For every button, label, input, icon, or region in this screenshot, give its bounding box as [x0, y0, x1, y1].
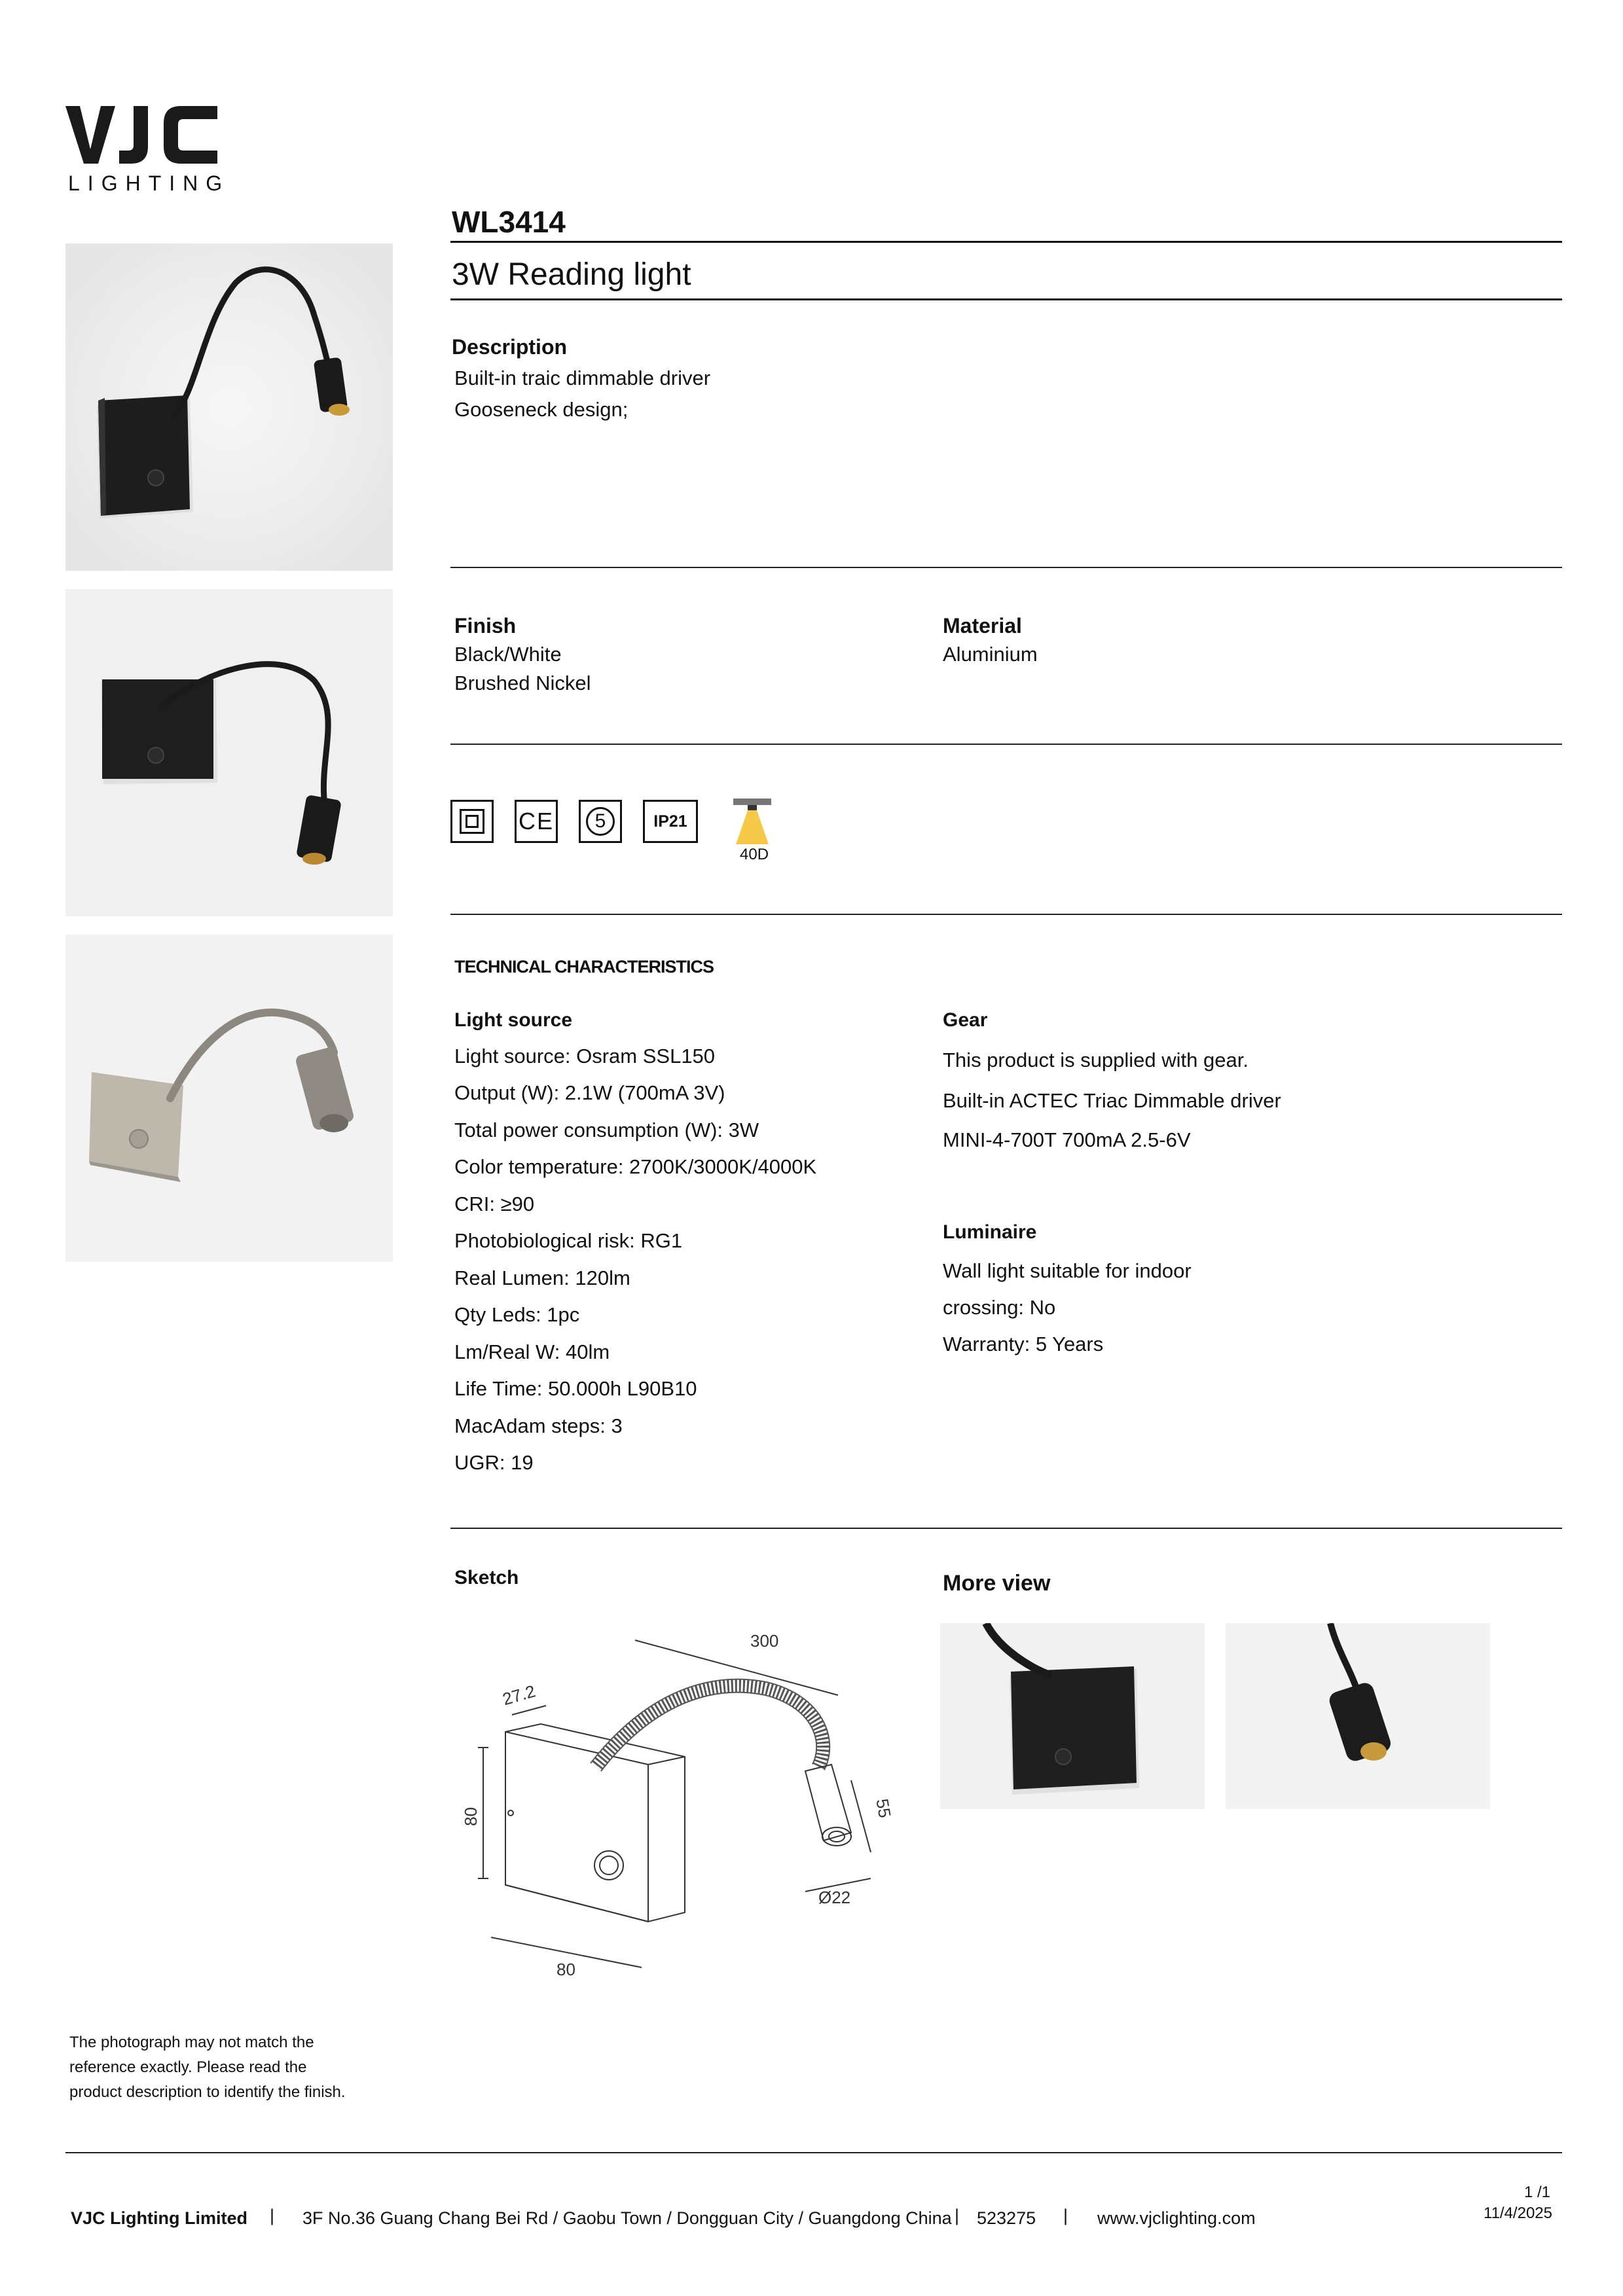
footer-address: 3F No.36 Guang Chang Bei Rd / Gaobu Town / Dongguan City / Guangdong China — [302, 2208, 952, 2228]
finish-line: Brushed Nickel — [454, 672, 591, 694]
spec-line: Output (W): 2.1W (700mA 3V) — [454, 1081, 725, 1104]
more-view-heading: More view — [943, 1571, 1051, 1596]
disclaimer-line: product description to identify the finish. — [69, 2083, 346, 2101]
dim-diameter: Ø22 — [818, 1888, 851, 1907]
disclaimer-line: reference exactly. Please read the — [69, 2058, 307, 2076]
product-code: WL3414 — [452, 205, 566, 239]
class-ii-icon — [450, 800, 494, 843]
description-heading: Description — [452, 335, 568, 359]
light-source-heading: Light source — [454, 1009, 573, 1031]
description-line: Built-in traic dimmable driver — [454, 367, 711, 389]
material-heading: Material — [943, 614, 1022, 637]
divider — [450, 744, 1562, 745]
footer-separator: | — [955, 2206, 960, 2225]
spec-line: MacAdam steps: 3 — [454, 1414, 623, 1437]
luminaire-heading: Luminaire — [943, 1221, 1037, 1243]
finish-heading: Finish — [454, 614, 517, 637]
beam-angle-label: 40D — [740, 846, 769, 863]
beam-angle-icon — [731, 797, 774, 847]
more-view-photo-1 — [940, 1623, 1205, 1809]
footer-postcode: 523275 — [977, 2208, 1036, 2228]
more-view-photo-2 — [1226, 1623, 1490, 1809]
product-photo-black-1 — [65, 243, 393, 571]
spec-line: Life Time: 50.000h L90B10 — [454, 1377, 697, 1400]
warranty-5-icon — [579, 800, 622, 843]
dimension-sketch — [452, 1617, 910, 1983]
spec-line: Lm/Real W: 40lm — [454, 1340, 610, 1363]
title-rule — [450, 241, 1562, 243]
tech-heading: TECHNICAL CHARACTERISTICS — [454, 957, 714, 977]
luminaire-line: crossing: No — [943, 1296, 1056, 1319]
ip21-icon: IP21 — [643, 800, 698, 843]
divider — [450, 567, 1562, 568]
spec-line: Photobiological risk: RG1 — [454, 1229, 683, 1252]
finish-line: Black/White — [454, 643, 562, 666]
spec-line: Qty Leds: 1pc — [454, 1303, 580, 1326]
name-rule — [450, 298, 1562, 300]
dim-depth: 27.2 — [500, 1681, 538, 1710]
footer-company: VJC Lighting Limited — [71, 2208, 247, 2228]
gear-heading: Gear — [943, 1009, 988, 1031]
gear-line: Built-in ACTEC Triac Dimmable driver — [943, 1089, 1281, 1112]
product-name: 3W Reading light — [452, 257, 691, 292]
disclaimer-line: The photograph may not match the — [69, 2034, 314, 2051]
doc-date: 11/4/2025 — [1484, 2204, 1552, 2222]
product-photo-black-2 — [65, 589, 393, 916]
gear-line: This product is supplied with gear. — [943, 1049, 1249, 1071]
disclaimer — [69, 2030, 346, 2105]
footer-separator: | — [1063, 2206, 1068, 2225]
luminaire-line: Warranty: 5 Years — [943, 1333, 1104, 1355]
divider — [450, 914, 1562, 915]
vjc-logo — [65, 103, 217, 166]
logo-subtitle: LIGHTING — [68, 171, 230, 195]
page-number: 1 /1 — [1524, 2183, 1551, 2201]
footer-website-link[interactable]: www.vjclighting.com — [1097, 2208, 1256, 2228]
dim-height: 80 — [461, 1807, 481, 1826]
spec-line: UGR: 19 — [454, 1451, 534, 1474]
spec-line: CRI: ≥90 — [454, 1193, 535, 1215]
spec-line: Color temperature: 2700K/3000K/4000K — [454, 1155, 817, 1178]
dim-head: 55 — [872, 1797, 895, 1820]
material-line: Aluminium — [943, 643, 1038, 666]
spec-line: Total power consumption (W): 3W — [454, 1119, 759, 1141]
footer-separator: | — [270, 2206, 275, 2225]
dim-width: 80 — [556, 1960, 575, 1979]
ce-mark-icon: CE — [515, 800, 558, 843]
warranty-number: 5 — [586, 807, 615, 836]
luminaire-line: Wall light suitable for indoor — [943, 1259, 1192, 1282]
footer-rule — [65, 2152, 1562, 2153]
description-line: Gooseneck design; — [454, 398, 629, 421]
product-photo-nickel — [65, 935, 393, 1262]
dim-length: 300 — [750, 1631, 779, 1651]
sketch-heading: Sketch — [454, 1567, 519, 1588]
spec-line: Light source: Osram SSL150 — [454, 1045, 716, 1067]
divider — [450, 1528, 1562, 1529]
gear-line: MINI-4-700T 700mA 2.5-6V — [943, 1128, 1191, 1151]
spec-line: Real Lumen: 120lm — [454, 1266, 630, 1289]
